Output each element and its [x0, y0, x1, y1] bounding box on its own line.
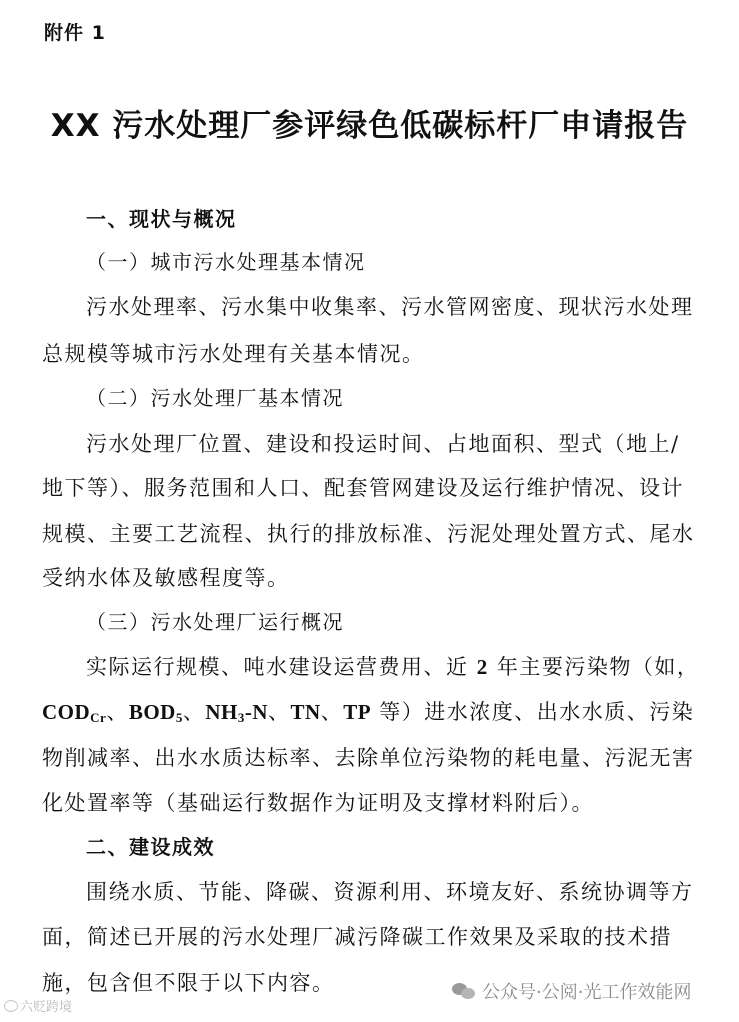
tp-label: TP	[343, 700, 372, 724]
attachment-label: 附件 1	[44, 22, 106, 44]
paragraph-line: 面，简述已开展的污水处理厂减污降碳工作效果及采取的技术措	[42, 925, 672, 949]
pollutant-line: $COD_{Cr}$、$BOD_5$、$NH_3-N$、TN、TP 等）进水浓度、出水水质、污染	[42, 700, 695, 725]
paragraph-line: 总规模等城市污水处理有关基本情况。	[42, 342, 425, 366]
bod-label: $BOD_5$	[128, 700, 183, 725]
paragraph-line: 污水处理率、污水集中收集率、污水管网密度、现状污水处理	[86, 295, 694, 319]
paragraph-line	[86, 651, 699, 681]
tn-label: TN	[290, 700, 321, 724]
paragraph-line: 受纳水体及敏感程度等。	[42, 566, 290, 590]
watermark-right: 公众号·公阅·光工作效能网	[452, 978, 691, 1004]
nh3n-label: $NH_3-N$	[205, 700, 269, 725]
paragraph-line: 规模、主要工艺流程、执行的排放标准、污泥处理处置方式、尾水	[42, 522, 695, 546]
section-2-heading: 二、建设成效	[86, 835, 215, 859]
watermark-logo-icon	[4, 1000, 18, 1012]
paragraph-line: 施，包含但不限于以下内容。	[42, 971, 335, 995]
section-1-2-heading: （二）污水处理厂基本情况	[86, 386, 344, 410]
wechat-icon	[452, 981, 476, 1001]
text-span: 等）进水浓度、出水水质、污染	[371, 700, 695, 724]
paragraph-line: 围绕水质、节能、降碳、资源利用、环境友好、系统协调等方	[86, 880, 694, 904]
text-span: 实际运行规模、吨水建设运营费用、近	[86, 655, 469, 679]
paragraph-line: 地下等）、服务范围和人口、配套管网建设及运行维护情况、设计	[42, 476, 684, 500]
section-1-1-heading: （一）城市污水处理基本情况	[86, 250, 366, 274]
document-title: XX 污水处理厂参评绿色低碳标杆厂申请报告	[50, 108, 689, 144]
watermark-left: 六贬跨境	[4, 996, 72, 1015]
cod-label: $COD_{Cr}$	[42, 700, 107, 725]
year-count: 2	[476, 655, 489, 679]
paragraph-line: 化处置率等（基础运行数据作为证明及支撑材料附后）。	[42, 791, 594, 815]
section-1-heading: 一、现状与概况	[86, 207, 237, 231]
paragraph-line: 物削减率、出水水质达标率、去除单位污染物的耗电量、污泥无害	[42, 746, 695, 770]
paragraph-line: 污水处理厂位置、建设和投运时间、占地面积、型式（地上/	[86, 432, 680, 456]
text-span: 年主要污染物（如，	[496, 655, 700, 679]
section-1-3-heading: （三）污水处理厂运行概况	[86, 610, 344, 634]
